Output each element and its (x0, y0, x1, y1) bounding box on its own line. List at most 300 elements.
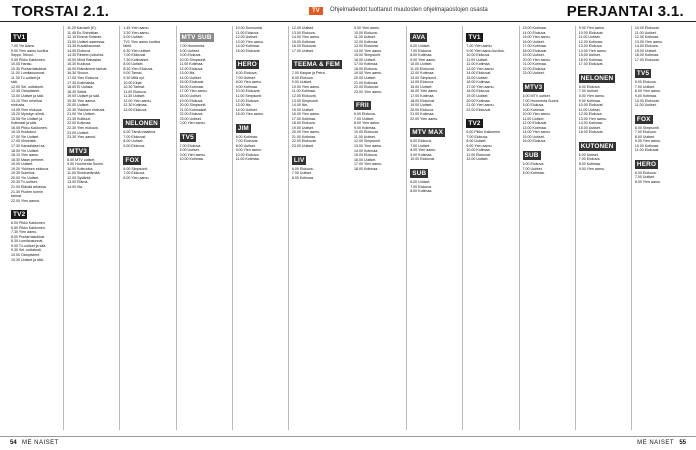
program-line: 10.30 Tarinat. (123, 85, 146, 90)
program-line: 10.00 Elokuvat. (354, 130, 379, 135)
program-line: 22.00 Elokuva. (179, 112, 204, 117)
channel-heading: TV1 (468, 34, 481, 41)
program-line: 15.00 Uutiset. (410, 84, 433, 89)
program-line: 14.00 Uutiset. (179, 75, 202, 80)
program-line: 10.00 Elokuvat. (634, 98, 660, 103)
program-line: 9.00 Ylen aamu. (179, 152, 206, 157)
program-line: 20.00 Uutiset. (354, 76, 377, 81)
program-line: 10.00 Elokuva. (354, 30, 378, 35)
program-line: 22.00 Elokuva. (522, 66, 547, 71)
program-line: 17.00 Elokuvat. (578, 62, 604, 67)
program-line: 14.30 Rinteen polumia. (67, 53, 105, 58)
listing-column (120, 26, 176, 430)
program-line: 7.00 Uutiset. (634, 175, 656, 180)
program-line: 8.00 Uutiset. (123, 139, 144, 144)
program-line: 9.00 Ylen aamu. (235, 148, 262, 153)
program-line: sää. (11, 80, 18, 85)
listing-column (233, 26, 289, 430)
channel-heading: LIV (293, 156, 305, 164)
listing-column (407, 26, 463, 430)
program-line: 7.00 Yle Aamu. (11, 44, 36, 48)
section-tagline: Ohjelmatiedot tuottanut muutosten ohjelmajaostojen osasta (330, 7, 488, 13)
program-line: 11.00 Uutiset. (354, 35, 376, 40)
channel-heading: HERO (636, 160, 657, 168)
program-line: 14.00 Ylen aamu. (578, 48, 607, 53)
program-line: 11.00 Uutiset. (634, 30, 657, 35)
program-line: 22.00 Ylen aamu. (410, 116, 439, 121)
program-line: 19.30 Ylen aamut. (67, 98, 97, 103)
program-line: 8.00 Uutiset. (466, 139, 487, 144)
program-line: elokuvia. (11, 103, 26, 108)
program-line: 11.00 Kotimaa. (179, 62, 204, 67)
program-line: 9.00 Tv-uutiset ja sää. (11, 243, 47, 248)
program-line: 22.00 Kotimaa. (67, 121, 92, 126)
program-line: 17.05 Viimeistä. (11, 139, 37, 144)
program-line: 16.00 Kotimaa. (179, 84, 204, 89)
program-line: 8.00 Ylen aamu. (354, 121, 381, 126)
program-line: 10.00 Sunnuntai. (235, 26, 263, 30)
program-line: 19.20 Ykkösen elokuva. (11, 166, 50, 171)
program-line: 17.00 Kotimaa. (410, 94, 435, 99)
channel-heading: SUB (412, 170, 427, 178)
listing-column (8, 26, 64, 430)
program-line: 10.00 Ylen aamu. (291, 84, 320, 89)
program-line: 18.00 Ei Uutisia. (67, 85, 94, 90)
program-line: 10.00 Kirjat. (123, 80, 143, 85)
program-line: 13.00 Ylen aamu. (466, 66, 495, 71)
program-line: 12.00 Simpsonit. (354, 139, 381, 144)
program-line: 6.00 Elokuva. (522, 162, 545, 167)
program-line: 13.10 Ylen urheilua (11, 98, 42, 103)
program-line: 9.00 Ylen aamu. (578, 26, 605, 30)
program-line: 19.00 Uutiset. (522, 53, 545, 58)
program-line: 6.00 Pikku Kakkonen. (11, 221, 46, 226)
channel-heading: TV1 (13, 34, 26, 41)
program-line: Seppo Teknol. (11, 53, 34, 58)
program-line: 12.00 Elokuva. (235, 98, 260, 103)
program-line: 23.00 Uutiset. (522, 71, 545, 76)
program-line: 12.00 Ylen aamu. (123, 98, 152, 103)
channel-heading: FOX (636, 115, 651, 123)
program-line: 15.00 Uutiset. (578, 53, 601, 58)
program-line: 13.00 Kotimaa. (522, 26, 547, 30)
program-line: 12.00 Sel. uuttatunti. (11, 84, 44, 89)
program-line: 10.00 Elokuva. (466, 53, 491, 58)
section-brand-badge: TV (309, 7, 323, 15)
program-line: 12.00 Uutiset. (235, 35, 258, 40)
listing-column (463, 26, 519, 430)
program-line: 17.00 Ylen aamu. (354, 162, 383, 167)
channel-heading: MTV3 (524, 84, 543, 92)
program-line: 9.00 Ylen aamu kuvitus (11, 48, 49, 53)
program-line: 19.00 Uutiset. (466, 94, 489, 99)
program-line: 10.00 Elokuvat. (410, 157, 435, 162)
program-line: 15.00 Uutiset. (634, 48, 658, 53)
program-line: 21.00 Ylen aamu. (466, 103, 495, 108)
program-line: 16.00 Kotimaa. (466, 80, 491, 85)
program-line: 7.00 Uutiset. (522, 166, 543, 171)
program-line: 23.00 Ylen aamu. (354, 89, 383, 94)
program-line: 7.30 Ylen aamu. (11, 230, 38, 235)
program-line: 13.00 Ylen aamu. (634, 39, 663, 44)
listing-column (576, 26, 632, 430)
program-line: 1.45 Ylen aamu. (123, 26, 150, 30)
program-line: 10.00 Kotimaa. (179, 157, 204, 162)
program-line: 14.00 Elokuva. (67, 48, 91, 53)
program-line: 12.35 Ostopisteet. (11, 89, 41, 94)
program-line: 7.00 Elokuva. (410, 184, 432, 189)
program-line: 8.30 Lumilausunnat. (11, 239, 44, 244)
program-line: 8.00 Puutarhakukkat. (11, 234, 45, 239)
program-line: 18.00 Uutiset. (179, 94, 202, 99)
page-header (0, 0, 696, 22)
program-line: 15.00 Uutiset. (291, 107, 315, 112)
program-line: 12.30 Kotimaa. (123, 103, 148, 108)
program-line: 11.00 Uutiset. (522, 116, 545, 121)
program-line: 8.00 Ylen aamu. (123, 175, 150, 180)
program-line: 19.00 Uutiset ja sää. (67, 94, 100, 99)
program-line: 7.00 Elokuva. (634, 130, 657, 135)
channel-heading: MTV SUB (181, 34, 212, 41)
program-line: 9.00 Ylen aamu. (354, 26, 381, 30)
program-line: 11.00 Uutiset. (354, 134, 376, 139)
channel-heading: TV2 (13, 211, 26, 219)
program-line: 16.00 Uutiset. (522, 39, 545, 44)
program-line: 17.00 Ylen aamu. (179, 89, 208, 94)
program-line: 18.00 Elokuvat. (410, 98, 435, 103)
program-line: 15.00 Minä Rakastan. (67, 57, 103, 62)
program-line: 21.30 Puolen tunnin (11, 189, 43, 194)
program-line: 10.05 Hansu. (11, 62, 33, 67)
program-line: 6.00 MTV uutiset. (67, 157, 96, 162)
program-line: 6.00 Elokuva. (291, 166, 314, 171)
channel-heading: MTV MAX (412, 129, 444, 137)
program-line: 13.00 Elokuva. (578, 44, 603, 49)
program-line: 7.00 Elokuva. (578, 157, 601, 162)
program-line: 10.00 Uutiset. (410, 62, 433, 67)
program-line: 8.00 Uutiset. (235, 143, 256, 148)
program-line: 9.00 Kotimaa. (578, 98, 601, 103)
program-line: 11.00 Elokuvat. (410, 66, 435, 71)
program-line: 10.30 Puutarhakukkat. (11, 66, 47, 71)
program-line: 19.00 Ylen aamu. (354, 71, 383, 76)
program-line: 7.30 Kotimaiset. (123, 57, 150, 62)
program-line: 19.00 Elokuva. (179, 98, 204, 103)
program-line: 17.30 Kansalaiset sa. (11, 144, 46, 149)
program-line: 13.00 Uutiset saaressa. (67, 39, 105, 44)
program-line: 7.00 Elokuvat. (123, 134, 147, 139)
program-line: 17.30 Kotimaista. (67, 80, 95, 85)
program-line: 10.00 Elokuvat. (578, 103, 604, 108)
program-line: Kotimaat ja sää. (11, 121, 37, 126)
program-line: 16.15 Kuukausi. (11, 130, 37, 135)
program-line: 19.00 Uutiset. (410, 103, 433, 108)
program-line: 8.00 Uutiset. (179, 48, 200, 53)
program-line: 10.00 Kotiruoka. (67, 166, 94, 171)
program-line: 15.00 Ylen aamu. (522, 35, 551, 40)
program-line: 9.00 Elokuva. (123, 144, 146, 149)
program-line: 11.00 Kotimaa. (291, 89, 316, 94)
program-line: 11.00 Uutiset. (634, 103, 657, 108)
program-line: 19.00 Uutiset. (11, 162, 34, 167)
program-line: 14.00 Elokuvat. (466, 71, 492, 76)
program-line: 6.00 Tämä maailma. (123, 130, 157, 135)
program-line: 8.00 Uutiset. (179, 148, 200, 153)
program-line: 18.00 Elokuva. (291, 121, 316, 126)
program-line: 16.30 Sivuun. (67, 71, 90, 76)
program-line: 15.20 Myrskyn silmä. (11, 112, 45, 117)
tv-listing-columns (8, 26, 688, 430)
program-line: 8.00 Kotimaa. (291, 175, 315, 180)
channel-heading: TV5 (636, 70, 650, 78)
program-line: 0.00 Ylen aamu. (179, 121, 206, 126)
program-line: 12.00 Kotimaa. (354, 39, 379, 44)
program-line: 13.00 Simpsonit. (410, 75, 437, 80)
program-line: 13.00 Ilta. (235, 103, 252, 108)
program-line: 6.00 Kotimaa. (235, 134, 258, 139)
program-line: 7.00 Elokuva. (179, 143, 202, 148)
program-line: 9.00 Huomenta Suomi. (67, 162, 104, 167)
program-line: 12.00 Kotimaa. (578, 39, 603, 44)
program-line: 7.00 Uutiset. (410, 143, 431, 148)
program-line: 16.00 Kotimaa. (578, 57, 603, 62)
program-line: 21.30 Kulttuuri. (67, 116, 92, 121)
program-line: 14.00 Kotimaa. (235, 44, 260, 49)
program-line: 7.00 Elokuvat. (235, 139, 259, 144)
program-line: 11.00 Lumilausunnat. (11, 71, 46, 76)
program-line: 20.00 Yle Uutiset. (11, 175, 40, 180)
right-magazine-name: ME NAISET (637, 440, 674, 446)
program-line: 11.00 Elokuvat. (634, 148, 660, 153)
program-line: 11.00 Uutiset. (466, 57, 489, 62)
program-line: 3.30 Ylen aamu. (123, 30, 150, 35)
program-line: 13.00 Simpsonit. (291, 98, 319, 103)
channel-heading: JIM (237, 124, 249, 132)
program-line: 21.00 Kotimaa. (522, 62, 547, 67)
program-line: 6.00 Simpsonit. (634, 125, 660, 130)
right-page-day-title: PERJANTAI 3.1. (566, 3, 684, 20)
program-line: 9.30 Sel. uuttatunti. (11, 248, 42, 253)
program-line: 23.00 Uutiset. (67, 130, 90, 135)
program-line: 8.00 Ylen aamu. (578, 94, 605, 99)
program-line: 9.00 Kotimaa. (235, 84, 258, 89)
channel-heading: NELONEN (580, 74, 614, 82)
program-line: 16.00 Kotimaa. (634, 53, 660, 58)
program-line: 13.00 Ylen aamu. (235, 39, 264, 44)
program-line: 6.00 Elokuva. (634, 80, 657, 85)
program-line: 15.00 Kotimaa. (291, 39, 317, 44)
program-line: 12.00 Kotimaa. (410, 71, 435, 76)
program-line: 14.00 Elokuva. (410, 80, 434, 85)
program-line: 17.00 Kotimaa. (291, 116, 317, 121)
program-line: 17.00 Elokuvat. (634, 57, 660, 62)
program-line: 6.00 Elokuva. (354, 112, 376, 117)
channel-heading: AVA (412, 34, 426, 41)
program-line: 7.00 Ylen aamu. (466, 44, 493, 48)
program-line: 19.35 Sukellus. (11, 171, 36, 176)
program-line: 8.00 Kotimaa. (522, 171, 545, 176)
program-line: 8.00 Kotimaa. (578, 162, 601, 167)
program-line: 14.00 Elokuva. (634, 44, 659, 49)
program-line: 20.00 Simpsonit. (179, 103, 207, 108)
program-line: 20.30 Ykkösen elokuva. (67, 107, 106, 112)
program-line: 10.00 Ostopisteet. (11, 252, 41, 257)
program-line: 13.30 Kuvailkaunnat. (67, 44, 101, 49)
program-line: 11.30 Tv-uutiset ja (11, 75, 41, 80)
program-line: 22.00 Elokuvat. (354, 85, 379, 90)
program-line: 13.00 Uutiset ja sää. (11, 94, 44, 99)
program-line: 10.00 Ylen aamu. (522, 112, 551, 117)
program-line: 6.50 Pikku Kakkonen. (11, 225, 46, 230)
program-line: 10.30 Uutiset ja sää. (11, 257, 44, 262)
program-line: 15.30 Kuuluva. (67, 62, 92, 67)
program-line: 13.00 Ylen aamu. (578, 116, 607, 121)
program-line: 13.00 Ylen aamu. (354, 144, 383, 149)
program-line: 16.00 Uutiset. (354, 157, 377, 162)
program-line: 5.00 Uutiset. (123, 35, 144, 40)
program-line: 6.00 Pikku Kakkonen. (466, 130, 502, 135)
program-line: 11.00 Uutiset. (578, 35, 601, 40)
program-line: 9.00 Uutiset. (291, 80, 313, 85)
program-line: 20.30 Tv-uutiset. (11, 180, 38, 185)
program-line: 10.00 Elokuvat. (578, 30, 604, 35)
listing-column (177, 26, 233, 430)
program-line: 18.00 Elokuvat. (522, 48, 548, 53)
program-line: 7.00 Uutiset. (354, 116, 375, 121)
channel-heading: FRII (356, 102, 369, 110)
program-line: 7.00 Kaspar ja Petra. (291, 71, 326, 76)
program-line: 15.00 Uutiset. (578, 125, 601, 130)
program-line: 8.30 Ylen Elokuva. (123, 66, 154, 71)
program-line: 15.00 Simpsonit. (354, 53, 381, 58)
page-footer (0, 436, 696, 450)
program-line: 15.55 Yle Uutiset ja (11, 116, 43, 121)
program-line: 18.00 Elokuva. (466, 89, 491, 94)
program-line: 11.00 Elokuva. (235, 30, 260, 35)
program-line: 18.30 Selkä. (67, 89, 88, 94)
program-line: 12.00 Elokuvat. (291, 94, 317, 99)
channel-heading: HERO (237, 61, 257, 69)
program-line: 20.00 Kotimaa. (466, 98, 491, 103)
program-line: 9.00 Ylen aamu. (466, 143, 493, 148)
channel-heading: TEEMA & FEM (293, 61, 340, 69)
program-line: 16.00 Elämämme tarinat. (67, 66, 108, 71)
program-line: 20.00 Ylen aamu. (522, 57, 551, 62)
left-page-number: 54 (10, 440, 17, 446)
program-line: 7.00 Uutiset. (291, 171, 313, 176)
program-line: 8.00 Elokuva. (291, 75, 314, 80)
program-line: 7.00 Uutiset. (235, 75, 256, 80)
program-line: 15.00 Ylen aamu. (235, 112, 264, 117)
program-line: 9.00 Kotimaa. (410, 152, 433, 157)
program-line: 14.05 Ylen elokuva. (11, 107, 43, 112)
program-line: 9.00 Ylen aamu. (410, 57, 437, 62)
program-line: 9.00 Ylen aamu kuvitus. (466, 48, 505, 53)
program-line: 15.00 Uutiset. (466, 75, 489, 80)
program-line: 17.00 Yle Uutiset. (11, 134, 40, 139)
program-line: 20.00 Uutiset. (67, 103, 90, 108)
program-line: 8.00 Kotimaa. (410, 189, 433, 194)
program-line: 16.00 Ylen aamu. (410, 89, 439, 94)
program-line: 17.00 Kotimaa. (354, 62, 379, 67)
program-line: 7.00 Elokuva. (410, 48, 432, 53)
program-line: 11.00 Sinkkuelämää. (67, 171, 101, 176)
program-line: 7.00 Elokuvat. (123, 53, 147, 58)
channel-heading: TV2 (468, 120, 481, 128)
program-line: 13.00 Kotimaa. (522, 125, 547, 130)
program-line: 8.00 Ylen aamu. (410, 148, 437, 153)
program-line: 9.00 Ylen aamu. (578, 166, 605, 171)
program-line: 9.00 Elokuva. (179, 53, 202, 58)
channel-heading: NELONEN (125, 120, 158, 128)
program-line: 22.00 Elokuvat. (291, 139, 317, 144)
program-line: 18.00 Elokuva. (354, 66, 378, 71)
program-line: 11.00 Simpsonit. (235, 94, 263, 99)
program-line: 11.45 Ex-Shindélan. (67, 30, 100, 35)
program-line: 12.00 Elokuva. (179, 66, 204, 71)
program-line: 12.10 Emma Snistole. (67, 35, 103, 40)
program-line: 14.00 Uutiset. (235, 107, 258, 112)
program-line: 9.00 Kotimaa. (354, 125, 377, 130)
program-line: lähtö. (123, 44, 133, 49)
program-line: 14.00 Kotimaa. (354, 148, 379, 153)
program-line: 16.00 Uutiset. (354, 57, 377, 62)
program-line: tarinat. (11, 194, 22, 199)
program-line: 13.00 Elokuva. (123, 107, 148, 112)
program-line: 6.00 Uutiset. (410, 44, 431, 48)
program-line: 10.00 Elokuvat. (634, 26, 660, 30)
channel-heading: KUTONEN (580, 142, 614, 150)
program-line: 11.00 Kotimaa. (235, 157, 260, 162)
listing-column (351, 26, 407, 430)
program-line: 12.00 Kotimaa. (466, 62, 491, 67)
program-line: 6.00 Elokuva. (410, 139, 432, 144)
listing-column (64, 26, 120, 430)
program-line: 17.00 Kotimaa. (522, 44, 547, 49)
program-line: 13.00 Elokuva. (291, 30, 316, 35)
program-line: 12.00 Uutiset. (291, 26, 315, 30)
program-line: 9.30 Mitä nyt. (123, 76, 145, 81)
program-line: 14.00 Kotimaa. (578, 121, 603, 126)
program-line: 7.00 Uutiset. (634, 84, 656, 89)
program-line: 16.00 Elokuvat. (578, 130, 604, 135)
program-line: 8.00 Ylen aamu. (235, 80, 262, 85)
program-line: 21.00 Kotimaa. (410, 112, 435, 117)
program-line: 8.00 Kotimaa. (410, 53, 433, 58)
program-line: 13.00 Elämä. (67, 180, 89, 185)
program-line: 13.00 Ilta. (179, 71, 196, 76)
program-line: 22.00 Ylen aamut. (11, 198, 41, 203)
program-line: 6.00 Elokuva. (578, 84, 601, 89)
program-line: 11.30 Uutiset. (123, 94, 146, 99)
listing-column (520, 26, 576, 430)
program-line: 17.00 Uutiset. (291, 48, 315, 53)
program-line: 14.00 Elokuva. (522, 30, 547, 35)
program-line: 6.00 MTV uutiset. (522, 94, 551, 99)
program-line: 14.00 Ylen aamu. (522, 130, 551, 135)
program-line: 9.00 Kotimaa. (634, 94, 658, 99)
program-line: 11.00 Uutiset. (578, 107, 601, 112)
program-line: 23.00 Uutiset. (179, 116, 202, 121)
program-line: 21.00 Kotimaa. (291, 134, 317, 139)
program-line: 6.30 Ylen uutiset. (123, 48, 152, 53)
program-line: 12.00 Elokuvat. (522, 121, 548, 126)
program-line: 18.10 Ylen aamu. (11, 153, 40, 158)
program-line: 16.00 Elokuva. (522, 139, 547, 144)
program-line: 10.00 Kotimaa. (466, 148, 491, 153)
program-line: 15.00 Elokuvat. (179, 80, 205, 85)
program-line: 12.00 Elokuva. (578, 112, 603, 117)
